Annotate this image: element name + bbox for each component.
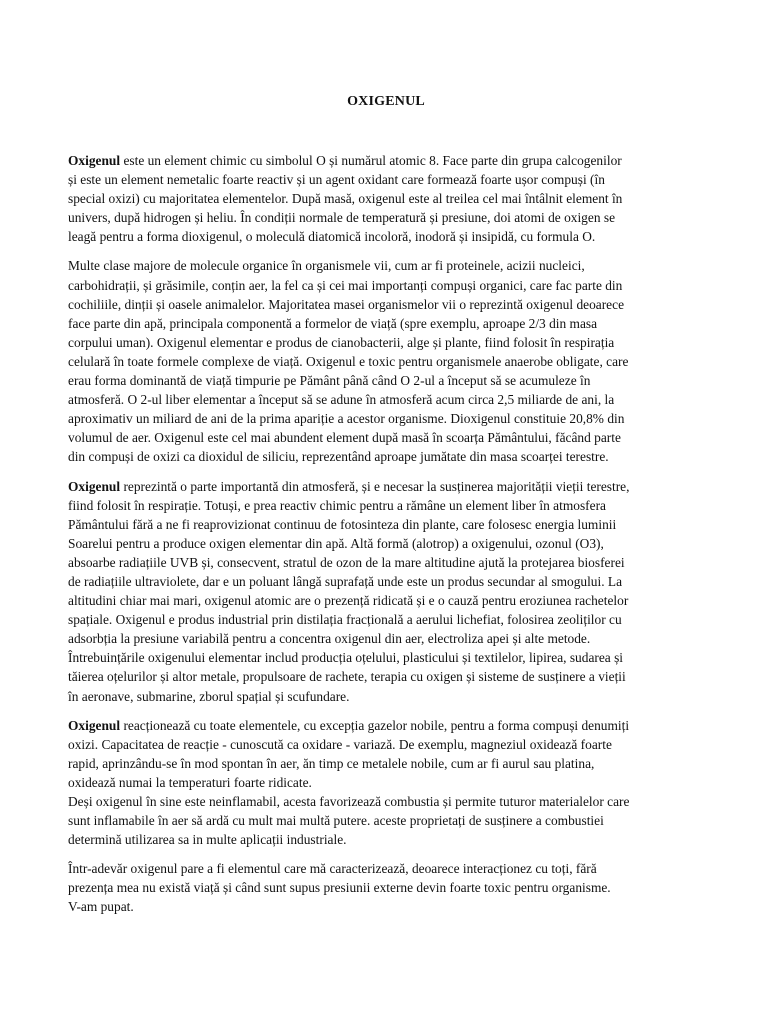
text-line: în aeronave, submarine, zborul spațial și scufundare. bbox=[68, 688, 350, 704]
document-page bbox=[68, 0, 704, 1024]
paragraph-3 bbox=[68, 477, 704, 706]
text-line: de radiațiile ultraviolete, dar e un poluant lângă suprafață unde este un produs secundar al smogului. La bbox=[68, 573, 623, 589]
text-line: Deși oxigenul în sine este neinflamabil, acesta favorizează combustia și permite tuturor materialelor care bbox=[68, 794, 630, 809]
text-line: determină utilizarea sa in multe aplicații industriale. bbox=[68, 832, 347, 848]
text-line: tăierea oțelurilor și altor metale, propulsoare de rachete, terapia cu oxigen și sisteme de susținere a vieții bbox=[68, 669, 626, 685]
text-line: fiind folosit în respirație. Totuși, e prea reactiv chimic pentru a rămâne un element liber în atmosfera bbox=[68, 497, 606, 513]
paragraph-4 bbox=[68, 716, 704, 850]
paragraph-2 bbox=[68, 256, 704, 466]
text-line: este un element chimic cu simbolul O și numărul atomic 8. Face parte din grupa calcogenilor bbox=[120, 153, 622, 168]
text-line: aproximativ un miliard de ani de la prima apariție a acestor organisme. Dioxigenul constituie 20,8% din bbox=[68, 411, 625, 427]
text-line: Multe clase majore de molecule organice în organismele vii, cum ar fi proteinele, acizii nucleici, bbox=[68, 258, 585, 274]
document-title: OXIGENUL bbox=[347, 94, 425, 109]
text-line: erau forma dominantă de viață timpurie pe Pământ până când O 2-ul a început să se acumuleze în bbox=[68, 373, 591, 389]
text-line: leagă pentru a forma dioxigenul, o moleculă diatomică incoloră, inodoră și insipidă, cu formula O. bbox=[68, 229, 596, 245]
text-line: carbohidrații, și grăsimile, conțin aer, la fel ca și cei mai importanți compuși organici, care fac parte din bbox=[68, 277, 623, 293]
text-line: Soarelui pentru a produce oxigen elementar din apă. Altă formă (alotrop) a oxigenului, ozonul (O3), bbox=[68, 535, 604, 551]
text-line: reprezintă o parte importantă din atmosferă, și e necesar la susținerea majorității vieții terestre, bbox=[120, 478, 630, 494]
text-line: cochiliile, dinții și oasele animalelor. Majoritatea masei organismelor vii o reprezintă oxigenul deoarece bbox=[68, 296, 625, 312]
text-line: Întrebuințările oxigenului elementar includ producția oțelului, plasticului și textilelor, lipirea, sudarea și bbox=[68, 650, 624, 666]
text-line: și este un element nemetalic foarte reactiv și un agent oxidant care formează foarte ușor compuși (în bbox=[68, 172, 605, 188]
text-line: altitudini chiar mai mari, oxigenul atomic are o prezență ridicată și e o cauză pentru eroziunea rachetelor bbox=[68, 593, 629, 609]
text-line: absoarbe radiațiile UVB și, consecvent, stratul de ozon de la mare altitudine ajută la protejarea biosferei bbox=[68, 554, 625, 570]
text-line: corpului uman). Oxigenul elementar e produs de cianobacterii, alge și plante, fiind folosit în respirația bbox=[68, 334, 615, 350]
paragraph-1 bbox=[68, 151, 704, 246]
text-line: V-am pupat. bbox=[68, 899, 134, 915]
text-line: oxidează numai la temperaturi foarte ridicate. bbox=[68, 774, 312, 790]
text-line: din compuși de oxizi ca dioxidul de siliciu, reprezentând aproape jumătate din masa scoarței terestre. bbox=[68, 449, 609, 465]
text-line: spațiale. Oxigenul e produs industrial prin distilația fracțională a aerului lichefiat, folosirea zeoliților cu bbox=[68, 612, 622, 628]
text-line: rapid, aprinzându-se în mod spontan în aer, ăn timp ce metalele nobile, cum ar fi aurul sau platina, bbox=[68, 755, 595, 771]
text-line: face parte din apă, principala componentă a formelor de viață (spre exemplu, aproape 2/3 din masa bbox=[68, 315, 598, 331]
text-line: adsorbția la presiune variabilă pentru a concentra oxigenul din aer, electroliza apei și alte metode. bbox=[68, 631, 591, 647]
text-line: Pământului fără a ne fi reaprovizionat continuu de fotosinteza din plante, care folosesc energia luminii bbox=[68, 516, 617, 532]
text-line: sunt inflamabile în aer să ardă cu mult mai multă putere. aceste proprietați de susținere a combustiei bbox=[68, 813, 604, 829]
text-line: celulară în toate formele complexe de viață. Oxigenul e toxic pentru organismele anaerobe obligate, care bbox=[68, 353, 629, 369]
text-line: volumul de aer. Oxigenul este cel mai abundent element după masă în scoarța Pământului, făcând parte bbox=[68, 430, 621, 446]
paragraph-1-lead: Oxigenul bbox=[68, 153, 121, 168]
paragraph-5 bbox=[68, 859, 704, 916]
text-line: special oxizi) cu majoritatea elementelor. După masă, oxigenul este al treilea cel mai întâlnit element în bbox=[68, 191, 623, 207]
text-line: Într-adevăr oxigenul pare a fi elementul care mă caracterizează, deoarece interacționez cu toți, fără bbox=[68, 861, 597, 877]
text-line: univers, după hidrogen și heliu. În condiții normale de temperatură și presiune, doi atomi de oxigen se bbox=[68, 210, 616, 226]
document-body bbox=[68, 151, 704, 927]
text-line: prezența mea nu există viață și când sunt supus presiunii externe devin foarte toxic pentru organisme. bbox=[68, 880, 611, 896]
paragraph-4-lead: Oxigenul bbox=[68, 717, 121, 733]
text-line: oxizi. Capacitatea de reacție - cunoscută ca oxidare - variază. De exemplu, magneziul oxidează foarte bbox=[68, 736, 612, 752]
text-line: atmosferă. O 2-ul liber elementar a început să se adune în atmosferă acum circa 2,5 miliarde de ani, la bbox=[68, 392, 615, 408]
text-line: reacționează cu toate elementele, cu excepția gazelor nobile, pentru a forma compuși denumiți bbox=[120, 717, 630, 733]
paragraph-3-lead: Oxigenul bbox=[68, 478, 121, 494]
